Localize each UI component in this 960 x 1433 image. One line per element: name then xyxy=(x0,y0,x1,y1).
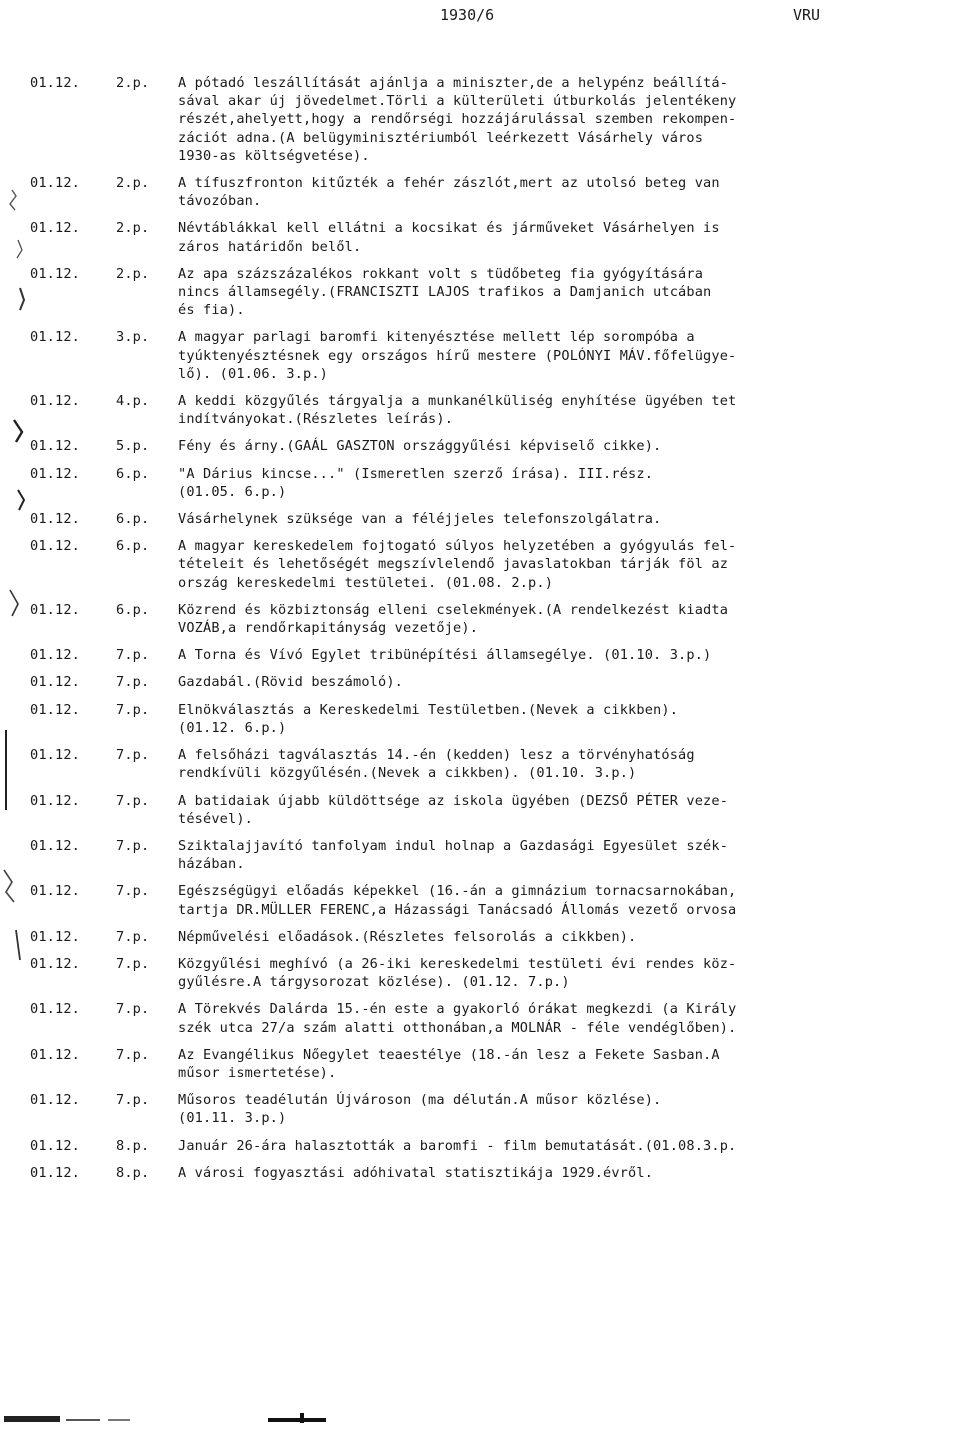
entry-text: A városi fogyasztási adóhivatal statisztikája 1929.évről. xyxy=(178,1164,654,1181)
list-item xyxy=(30,928,940,946)
list-item xyxy=(30,837,940,873)
entry-text: A keddi közgyűlés tárgyalja a munkanélküliség enyhítése ügyében tet indítványokat.(Részletes leírás). xyxy=(178,393,737,428)
entry-text: Sziktalajjavító tanfolyam indul holnap a Gazdasági Egyesület szék- házában. xyxy=(178,837,729,873)
entry-date: 01.12. xyxy=(30,220,81,237)
entry-date: 01.12. xyxy=(30,1001,81,1018)
entry-page: 7.p. xyxy=(116,1046,150,1063)
entry-date: 01.12. xyxy=(30,701,81,718)
list-item xyxy=(30,1046,940,1082)
entry-text: Népművelési előadások.(Részletes felsorolás a cikkben). xyxy=(178,928,637,945)
list-item xyxy=(30,510,940,528)
entry-page: 7.p. xyxy=(116,955,150,972)
entry-page: 7.p. xyxy=(116,1001,150,1018)
entry-date: 01.12. xyxy=(30,601,81,618)
entry-date: 01.12. xyxy=(30,955,81,972)
entry-text: Műsoros teadélután Újvároson (ma délután.A műsor közlése). (01.11. 3.p.) xyxy=(178,1092,662,1127)
list-item xyxy=(30,537,940,592)
entry-text: Névtáblákkal kell ellátni a kocsikat és járműveket Vásárhelyen is záros határidőn belől. xyxy=(178,220,720,255)
entry-page: 7.p. xyxy=(116,837,150,854)
entry-date: 01.12. xyxy=(30,1046,81,1063)
entry-page: 7.p. xyxy=(116,883,150,900)
list-item xyxy=(30,74,940,165)
entry-page: 6.p. xyxy=(116,538,150,555)
list-item xyxy=(30,792,940,828)
list-item xyxy=(30,392,940,428)
entry-page: 2.p. xyxy=(116,75,150,91)
entry-text: Egészségügyi előadás képekkel (16.-án a gimnázium tornacsarnokában, tartja DR.MÜLLER FERENC,a Házassági Tanácsadó Állomás vezető orvosa xyxy=(178,883,737,918)
entry-page: 7.p. xyxy=(116,747,150,764)
entry-text: Elnökválasztás a Kereskedelmi Testületben.(Nevek a cikkben). (01.12. 6.p.) xyxy=(178,701,679,736)
list-item xyxy=(30,265,940,320)
entry-date: 01.12. xyxy=(30,393,81,410)
document-code: VRU xyxy=(793,6,821,24)
entry-text: Közrend és közbiztonság elleni cselekmények.(A rendelkezést kiadta VOZÁB,a rendőrkapitányság vezetője). xyxy=(178,601,729,637)
entry-date: 01.12. xyxy=(30,75,81,91)
entry-page: 6.p. xyxy=(116,511,150,528)
list-item xyxy=(30,701,940,737)
entry-text: Az Evangélikus Nőegylet teaestélye (18.-án lesz a Fekete Sasban.A műsor ismertetése). xyxy=(178,1046,720,1081)
entry-page: 7.p. xyxy=(116,792,150,809)
entry-text: A tífuszfronton kitűzték a fehér zászlót,mert az utolsó beteg van távozóban. xyxy=(178,175,720,210)
entry-page: 5.p. xyxy=(116,438,150,455)
entry-page: 8.p. xyxy=(116,1164,150,1181)
entry-date: 01.12. xyxy=(30,511,81,528)
entry-page: 7.p. xyxy=(116,928,150,945)
entry-text: A batidaiak újabb küldöttsége az iskola ügyében (DEZSŐ PÉTER veze- tésével). xyxy=(178,792,729,827)
entry-date: 01.12. xyxy=(30,792,81,809)
entry-page: 7.p. xyxy=(116,701,150,718)
entry-page: 7.p. xyxy=(116,674,150,691)
entry-text: Fény és árny.(GAÁL GASZTON országgyűlési képviselő cikke). xyxy=(178,438,662,455)
entry-page: 2.p. xyxy=(116,265,150,282)
page-identifier: 1930/6 xyxy=(440,6,495,24)
entry-date: 01.12. xyxy=(30,175,81,192)
entry-page: 6.p. xyxy=(116,601,150,618)
list-item xyxy=(30,1137,940,1155)
entry-text: A magyar parlagi baromfi kitenyésztése mellett lép sorompóba a tyúktenyésztésnek egy országos hírű mestere (POLÓNYI MÁV.főfelügye- lő). (01.06. 3.p.) xyxy=(178,329,737,382)
entry-date: 01.12. xyxy=(30,1164,81,1181)
list-item xyxy=(30,437,940,455)
entry-text: A magyar kereskedelem fojtogató súlyos helyzetében a gyógyulás fel- tételeit és lehetőségét megszívlelendő javaslatokban tárják föl az ország kereskedelmi testületei. (01.08. 2.p.) xyxy=(178,538,737,591)
entry-date: 01.12. xyxy=(30,674,81,691)
entry-date: 01.12. xyxy=(30,538,81,555)
list-item xyxy=(30,174,940,210)
entry-page: 4.p. xyxy=(116,393,150,410)
scan-margin-artifacts xyxy=(0,170,30,1030)
entry-text: "A Dárius kincse..." (Ismeretlen szerző írása). III.rész. (01.05. 6.p.) xyxy=(178,465,654,500)
entry-date: 01.12. xyxy=(30,747,81,764)
list-item xyxy=(30,882,940,918)
entry-page: 7.p. xyxy=(116,647,150,664)
list-item xyxy=(30,673,940,691)
entry-text: A Torna és Vívó Egylet tribünépítési államsegélye. (01.10. 3.p.) xyxy=(178,647,712,664)
entry-date: 01.12. xyxy=(30,438,81,455)
list-item xyxy=(30,646,940,664)
entry-page: 8.p. xyxy=(116,1137,150,1154)
entry-date: 01.12. xyxy=(30,265,81,282)
entry-page: 7.p. xyxy=(116,1092,150,1109)
list-item xyxy=(30,601,940,637)
list-item xyxy=(30,1091,940,1127)
list-item xyxy=(30,219,940,255)
entry-text: Az apa százszázalékos rokkant volt s tüdőbeteg fia gyógyítására nincs államsegély.(FRANCISZTI LAJOS trafikos a Damjanich utcában és fia). xyxy=(178,265,712,319)
list-item xyxy=(30,746,940,782)
entry-text: Vásárhelynek szüksége van a féléjjeles telefonszolgálatra. xyxy=(178,511,662,528)
entry-text: Közgyűlési meghívó (a 26-iki kereskedelmi testületi évi rendes köz- gyűlésre.A tárgysorozat közlése). (01.12. 7.p.) xyxy=(178,955,737,991)
list-item xyxy=(30,328,940,383)
entry-date: 01.12. xyxy=(30,928,81,945)
entry-page: 2.p. xyxy=(116,175,150,192)
entry-page: 6.p. xyxy=(116,465,150,482)
entry-text: A felsőházi tagválasztás 14.-én (kedden) lesz a törvényhatóság rendkívüli közgyűlésén.(Nevek a cikkben). (01.10. 3.p.) xyxy=(178,747,695,782)
scan-footer-artifacts xyxy=(0,1410,360,1430)
page-header xyxy=(0,6,960,28)
entry-text: Január 26-ára halasztották a baromfi - film bemutatását.(01.08.3.p. xyxy=(178,1137,737,1154)
entry-page: 3.p. xyxy=(116,329,150,346)
entry-date: 01.12. xyxy=(30,1092,81,1109)
list-item xyxy=(30,465,940,501)
entry-page: 2.p. xyxy=(116,220,150,237)
list-item xyxy=(30,955,940,991)
list-item xyxy=(30,1164,940,1182)
entry-date: 01.12. xyxy=(30,329,81,346)
entry-text: A pótadó leszállítását ajánlja a miniszter,de a helypénz beállítá- sával akar új jövedelmet.Törli a külterületi útburkolás jelentékeny részét,ahelyett,hogy a rendőrségi hozzájárulással szemben rekompen- zációt adna.(A belügyminisztériumból leérkezett Vásárhely város 1930-as költségvetése). xyxy=(178,75,737,164)
entry-text: A Törekvés Dalárda 15.-én este a gyakorló órákat megkezdi (a Király szék utca 27/a szám alatti otthonában,a MOLNÁR - féle vendéglőben). xyxy=(178,1001,737,1036)
list-item xyxy=(30,1000,940,1036)
entry-date: 01.12. xyxy=(30,883,81,900)
entry-date: 01.12. xyxy=(30,837,81,854)
entry-date: 01.12. xyxy=(30,647,81,664)
entry-date: 01.12. xyxy=(30,465,81,482)
entry-list xyxy=(30,66,940,1182)
entry-date: 01.12. xyxy=(30,1137,81,1154)
entry-text: Gazdabál.(Rövid beszámoló). xyxy=(178,674,404,691)
